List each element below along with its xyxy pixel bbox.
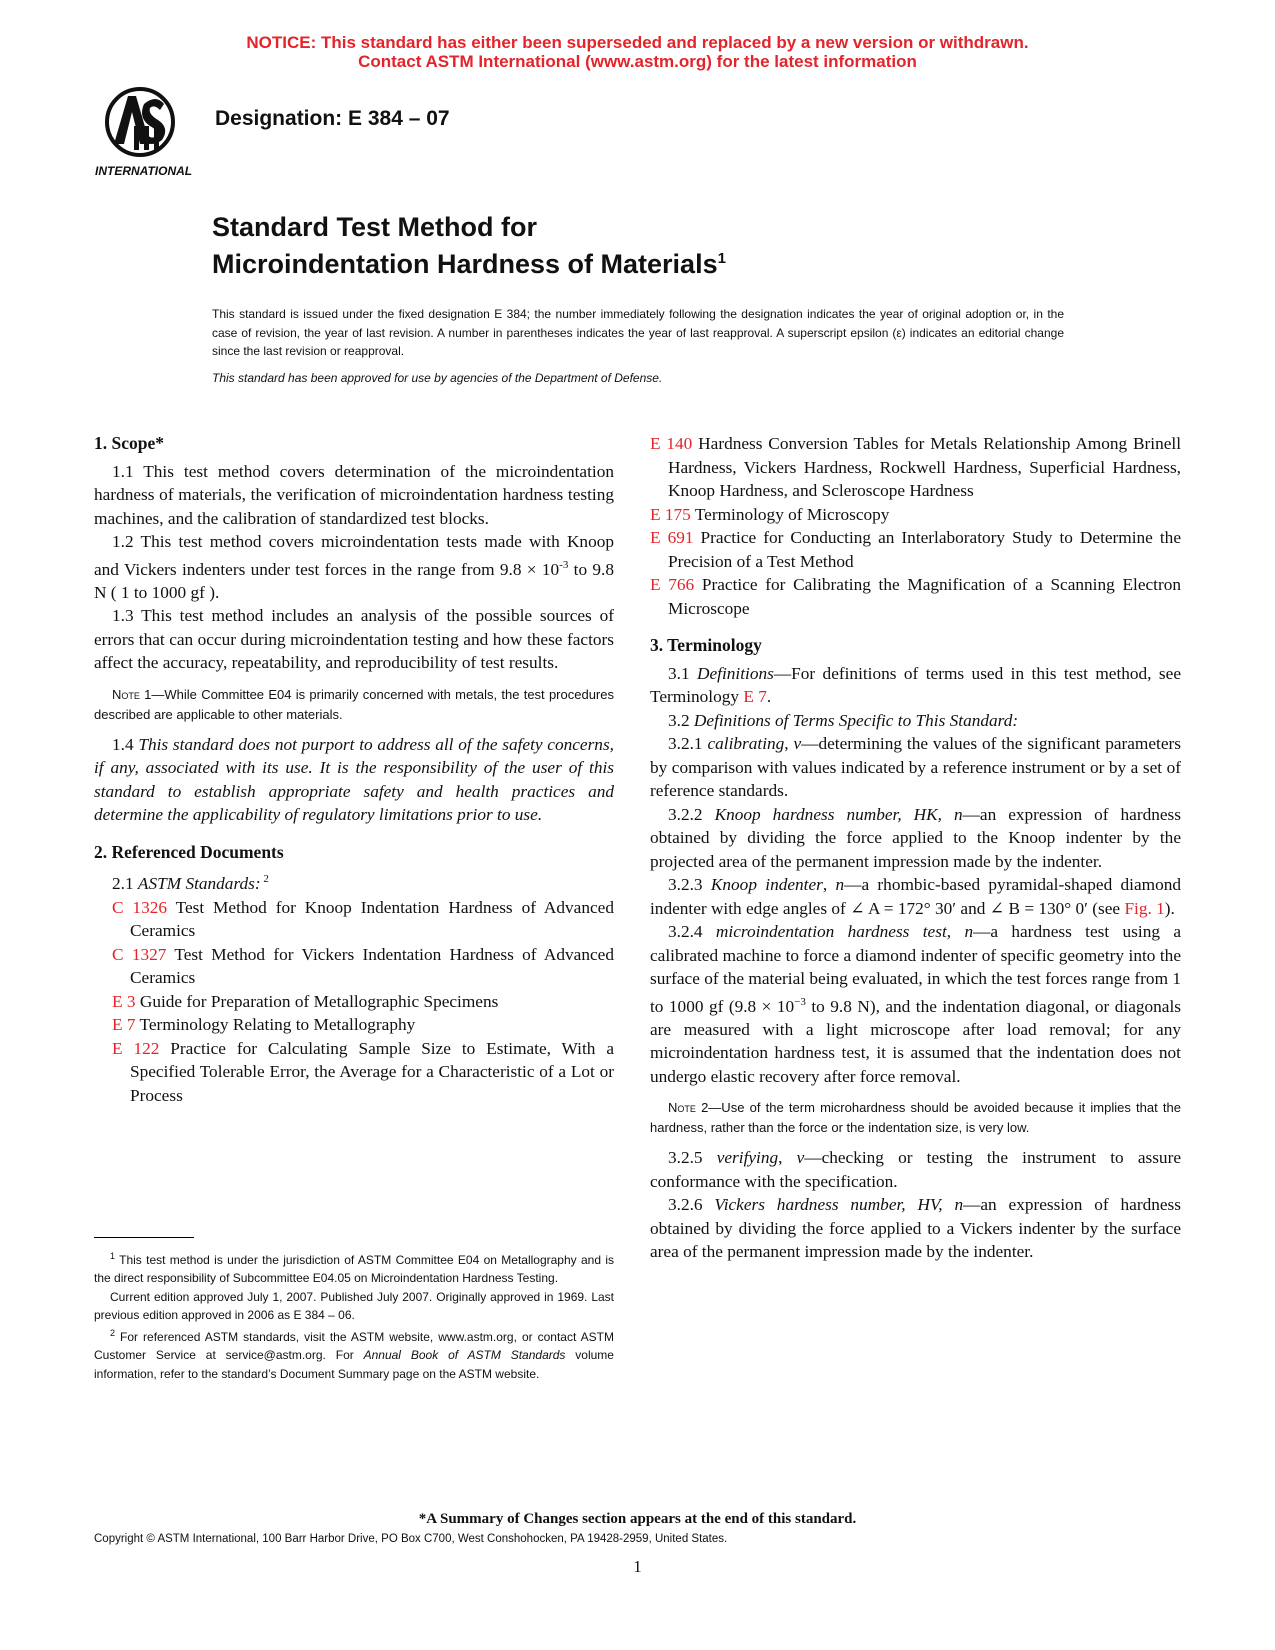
ref-e766: E 766 Practice for Calibrating the Magnification of a Scanning Electron Microscope (650, 575, 1181, 618)
para-1-1: 1.1 This test method covers determination of the microindentation hardness of materials, the verification of microindentation hardness testing machines, and the calibration of standardized test blocks. (94, 461, 614, 528)
link-fig-1[interactable]: Fig. 1 (1124, 898, 1165, 918)
astm-logo (94, 82, 194, 182)
link-e691[interactable]: E 691 (650, 528, 694, 547)
para-1-3: 1.3 This test method includes an analysis of the possible sources of errors that can occur during microindentation testing and how these factors affect the accuracy, repeatability, and reproducibility of test results. (94, 606, 614, 673)
designation: Designation: E 384 – 07 (215, 107, 450, 130)
note-2: Note 2—Use of the term microhardness should be avoided because it implies that the hardness, rather than the force or the indentation size, is very low. (650, 1100, 1181, 1136)
para-1-2: 1.2 This test method covers microindentation tests made with Knoop and Vickers indenters under test forces in the range from $9.8 \times 10^{-3}$ to 9.8 N ( 1 to 1000 gf ). (94, 532, 614, 602)
para-1-4: 1.4 This standard does not purport to address all of the safety concerns, if any, associated with its use. It is the responsibility of the user of this standard to establish appropriate safety and health practices and determine the applicability of regulatory limitations prior to use. (94, 734, 614, 825)
ref-c1326: C 1326 Test Method for Knoop Indentation Hardness of Advanced Ceramics (112, 897, 614, 941)
terminology-heading: 3. Terminology (650, 635, 762, 655)
notice-line-1: NOTICE: This standard has either been superseded and replaced by a new version or withdrawn. (246, 33, 1029, 52)
copyright-line: Copyright © ASTM International, 100 Barr Harbor Drive, PO Box C700, West Conshohocken, PA 19428-2959, United States. (94, 1533, 728, 1545)
para-3-2-5: 3.2.5 verifying, v—checking or testing the instrument to assure conformance with the specification. (650, 1148, 1182, 1191)
link-e140[interactable]: E 140 (650, 434, 693, 453)
link-e7-terminology[interactable]: E 7 (743, 687, 767, 706)
ref-e7: E 7 Terminology Relating to Metallography (112, 1015, 416, 1035)
link-e3[interactable]: E 3 (112, 991, 136, 1011)
footnote-1: $^1$ This test method is under the jurisdiction of ASTM Committee E04 on Metallography and is the direct responsibility of Subcommittee E04.05 on Microindentation Hardness Testing. (94, 1251, 614, 1286)
page-number: 1 (633, 1557, 642, 1576)
link-c1326[interactable]: C 1326 (112, 897, 167, 917)
link-e766[interactable]: E 766 (650, 575, 695, 594)
para-2-1: 2.1 ASTM Standards: $^2$ (112, 873, 269, 894)
title-line-2: Microindentation Hardness of Materials$^1$ (212, 249, 726, 279)
footnote-2: $^2$ For referenced ASTM standards, visit the ASTM website, www.astm.org, or contact ASTM Customer Service at service@astm.org. For Annual Book of ASTM Standards volume information, refer to the standard’s Document Summary page on the ASTM website. (94, 1328, 614, 1381)
title-footnote-mark: 1 (717, 250, 726, 267)
right-column (650, 432, 1181, 1264)
note-1: Note 1—While Committee E04 is primarily concerned with metals, the test procedures described are applicable to other materials. (94, 686, 614, 722)
ref-e122: E 122 Practice for Calculating Sample Size to Estimate, With a Specified Tolerable Error, the Average for a Characteristic of a Lot or Process (112, 1038, 614, 1105)
referenced-documents-heading: 2. Referenced Documents (94, 841, 284, 862)
summary-of-changes-note: *A Summary of Changes section appears at the end of this standard. (418, 1511, 857, 1527)
left-column (94, 432, 614, 1107)
footnote-rule (94, 1237, 194, 1238)
footnotes (94, 1247, 614, 1383)
para-3-2-4: 3.2.4 microindentation hardness test, n—a hardness test using a calibrated machine to force a diamond indenter of specific geometry into the surface of the material being evaluated, in which the test forces range from 1 to 1000 gf ($9.8 \times 10^{-3}$ to 9.8 N), and the indentation diagonal, or diagonals are measured with a light microscope after load removal; for any microindentation hardness test, it is assumed that the indentation does not undergo elastic recovery after force removal. (650, 922, 1181, 1086)
footnote-1-edition: Current edition approved July 1, 2007. Published July 2007. Originally approved in 1969. Last previous edition approved in 2006 as E 384 – 06. (94, 1289, 614, 1322)
scope-heading: 1. Scope* (94, 433, 164, 453)
issuance-statement: This standard is issued under the fixed designation E 384; the number immediately following the designation indicates the year of original adoption or, in the case of revision, the year of last revision. A number in parentheses indicates the year of last reapproval. A superscript epsilon (ε) indicates an editorial change since the last revision or reapproval. (212, 307, 1064, 358)
ref-e140: E 140 Hardness Conversion Tables for Metals Relationship Among Brinell Hardness, Vickers Hardness, Rockwell Hardness, Superficial Hardness, Knoop Hardness, and Scleroscope Hardness (650, 434, 1181, 500)
para-3-1: 3.1 Definitions—For definitions of terms used in this test method, see Terminology E 7. (650, 663, 1181, 706)
para-3-2-1: 3.2.1 calibrating, v—determining the values of the significant parameters by comparison with values indicated by a reference instrument or by a set of reference standards. (650, 734, 1181, 800)
ref-c1327: C 1327 Test Method for Vickers Indentation Hardness of Advanced Ceramics (112, 944, 614, 988)
para-3-2-2: 3.2.2 Knoop hardness number, HK, n—an expression of hardness obtained by dividing the force applied to the Knoop indenter by the projected area of the permanent impression made by the indenter. (650, 804, 1182, 871)
link-c1327[interactable]: C 1327 (112, 944, 167, 964)
document-title (212, 212, 726, 280)
link-e175[interactable]: E 175 (650, 504, 691, 524)
link-e7[interactable]: E 7 (112, 1015, 136, 1035)
title-line-1: Standard Test Method for (212, 212, 538, 242)
notice-line-2: Contact ASTM International (www.astm.org) for the latest information (358, 52, 917, 71)
ref-e3: E 3 Guide for Preparation of Metallographic Specimens (112, 991, 499, 1011)
logo-label: INTERNATIONAL (95, 164, 193, 178)
para-3-2-3: 3.2.3 Knoop indenter, n—a rhombic-based pyramidal-shaped diamond indenter with edge angles of ∠ A = 172° 30′ and ∠ B = 130° 0′ (see Fig. 1). (650, 875, 1182, 918)
link-e122[interactable]: E 122 (112, 1038, 160, 1058)
dod-approval-statement: This standard has been approved for use by agencies of the Department of Defense. (212, 371, 663, 385)
para-3-2: 3.2 Definitions of Terms Specific to This Standard: (668, 710, 1019, 730)
ref-e175: E 175 Terminology of Microscopy (650, 504, 890, 524)
para-3-2-6: 3.2.6 Vickers hardness number, HV, n—an expression of hardness obtained by dividing the force applied to a Vickers indenter by the surface area of the permanent impression made by the indenter. (650, 1195, 1182, 1262)
withdrawal-notice (0, 33, 1275, 71)
ref-e691: E 691 Practice for Conducting an Interlaboratory Study to Determine the Precision of a Test Method (650, 528, 1181, 571)
